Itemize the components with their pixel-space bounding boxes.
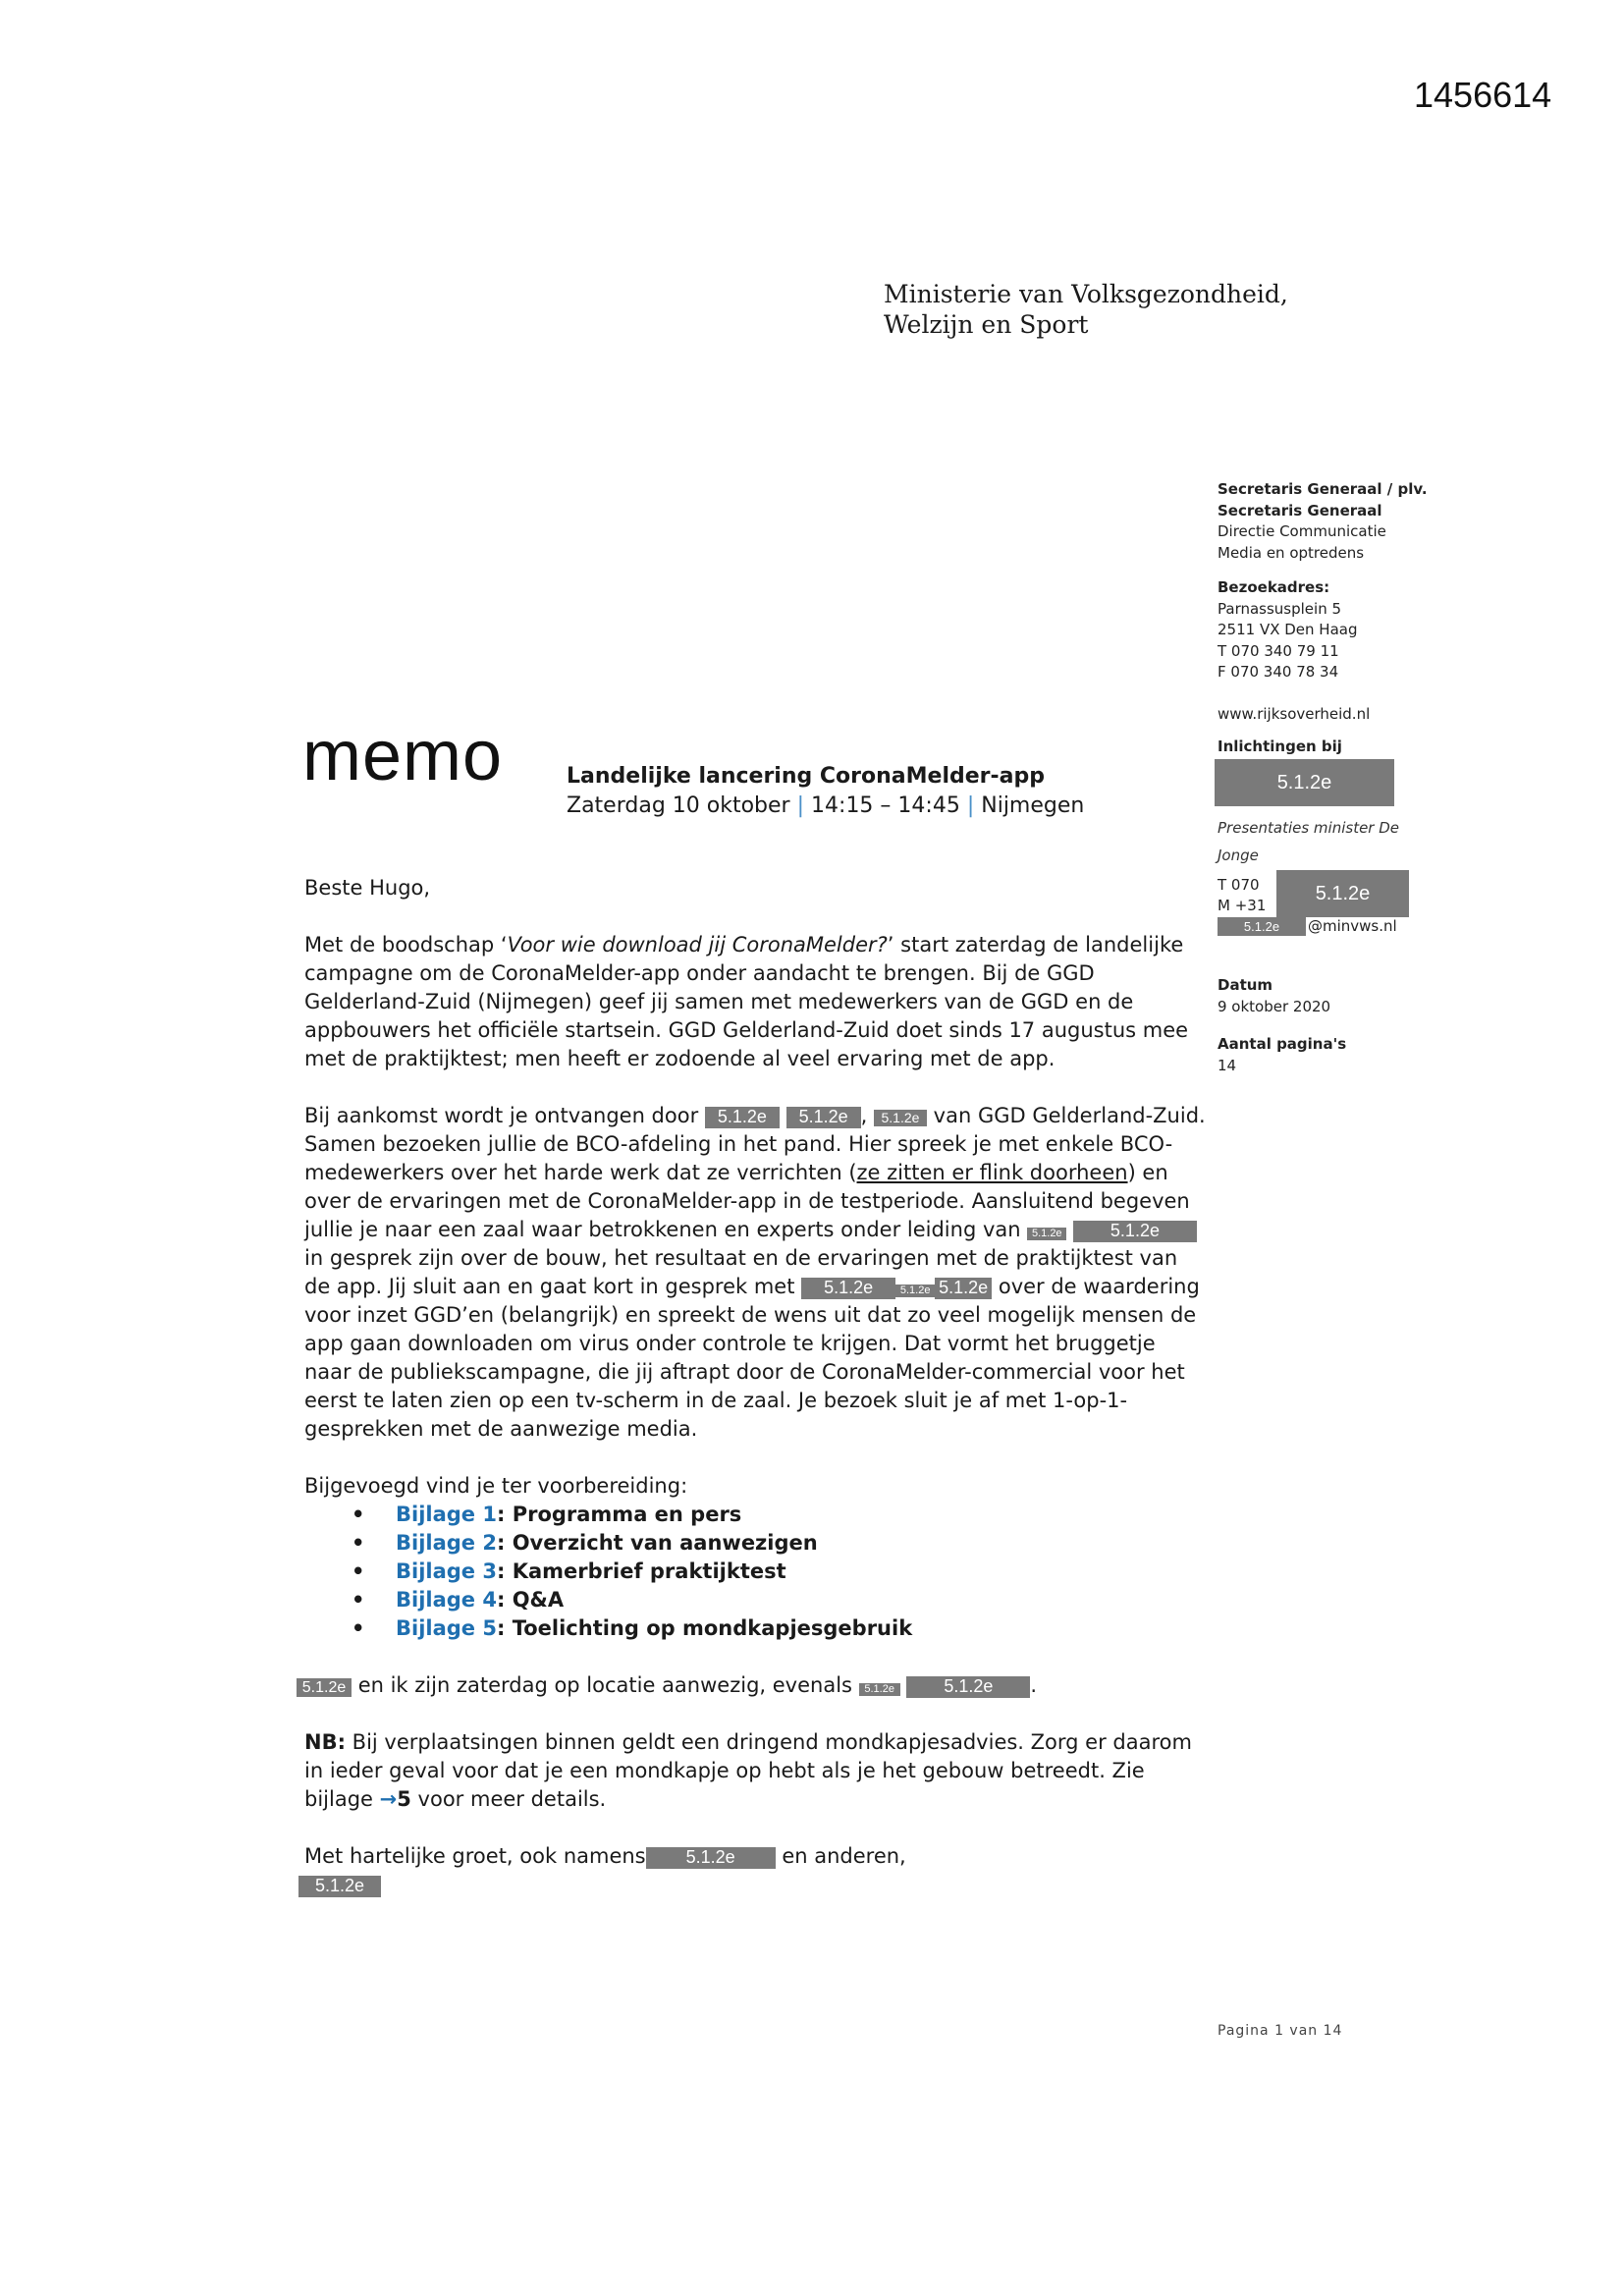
pages-label: Aantal pagina's [1218, 1035, 1347, 1053]
redaction: 5.1.2e [906, 1676, 1030, 1698]
pages-value: 14 [1218, 1057, 1237, 1074]
redaction: 5.1.2e [1027, 1228, 1066, 1240]
contact-phone-prefix: T 070 [1218, 876, 1260, 894]
salutation: Beste Hugo, [304, 876, 431, 900]
sidebar-department [1218, 479, 1428, 564]
sidebar-address [1218, 577, 1358, 683]
contact-mobile-prefix: M +31 [1218, 897, 1267, 914]
redaction-email-name: 5.1.2e [1218, 917, 1306, 936]
document-number: 1456614 [1414, 75, 1552, 115]
paragraph-1: Met de boodschap ‘Voor wie download jij CoronaMelder?’ start zaterdag de landelijke campagne om de CoronaMelder-app onder aandacht te brengen. Bij de GGD Gelderland-Zuid (Nijmegen) geef jij samen met medewerkers van de GGD en de appbouwers het officiële startsein. GGD Gelderland-Zuid doet sinds 17 augustus mee met de praktijktest; men heeft er zodoende al veel ervaring met de app. [304, 933, 1189, 1070]
redaction: 5.1.2e [646, 1847, 776, 1869]
website-link[interactable]: www.rijksoverheid.nl [1218, 705, 1371, 723]
contact-numbers [1218, 875, 1266, 916]
info-role [1218, 814, 1399, 869]
redaction: 5.1.2e [1073, 1221, 1197, 1242]
paragraph-2: Bij aankomst wordt je ontvangen door 5.1.2e 5.1.2e , 5.1.2e van GGD Gelderland-Zuid. Samen bezoeken jullie de BCO-afdeling in het pand. Hier spreek je met enkele BCO-medewerkers over het harde werk dat ze verrichten (ze zitten er flink doorheen) en over de ervaringen met de CoronaMelder-app in de testperiode. Aansluitend begeven jullie je naar een zaal waar betrokkenen en experts onder leiding van 5.1.2e 5.1.2e in gesprek zijn over de bouw, het resultaat en de ervaringen met de praktijktest van de app. Jij sluit aan en gaat kort in gesprek met 5.1.2e 5.1.2e 5.1.2e over de waardering voor inzet GGD’en (belangrijk) en spreekt de wens uit dat zo veel mogelijk mensen de app gaan downloaden om virus onder controle te krijgen. Dat vormt het bruggetje naar de publiekscampagne, die jij aftrapt door de CoronaMelder-commercial voor het eerst te laten zien op een tv-scherm in de zaal. Je bezoek sluit je af met 1-op-1-gesprekken met de aanwezige media. [304, 1104, 1206, 1441]
redaction-info-contact: 5.1.2e [1215, 759, 1394, 806]
separator: | [796, 793, 805, 818]
attachments-list [304, 1501, 1208, 1643]
memo-place: Nijmegen [981, 793, 1085, 818]
date-value: 9 oktober 2020 [1218, 998, 1331, 1015]
memo-title: Landelijke lancering CoronaMelder-app [567, 764, 1045, 789]
memo-body [301, 874, 1208, 1899]
dept-line-4: Media en optredens [1218, 543, 1365, 562]
info-role-line-1: Presentaties minister De [1218, 819, 1400, 837]
attachment-item[interactable]: • Bijlage 1: Programma en pers [396, 1501, 1208, 1529]
ministry-line-2: Welzijn en Sport [884, 310, 1089, 339]
memo-subtitle [567, 792, 1084, 821]
attachment-item[interactable]: • Bijlage 4: Q&A [396, 1586, 1208, 1614]
address-label: Bezoekadres: [1218, 578, 1330, 596]
redaction: 5.1.2e [786, 1107, 861, 1128]
page-footer: Pagina 1 van 14 [1218, 2023, 1343, 2039]
attachment-item[interactable]: • Bijlage 5: Toelichting op mondkapjesgebruik [396, 1614, 1208, 1643]
phone-number: T 070 340 79 11 [1218, 641, 1339, 660]
info-role-line-2: Jonge [1218, 847, 1259, 864]
email-domain: @minvws.nl [1308, 917, 1397, 935]
ministry-line-1: Ministerie van Volksgezondheid, [884, 280, 1288, 308]
redaction: 5.1.2e [859, 1683, 900, 1696]
redaction: 5.1.2e [297, 1678, 352, 1697]
address-line-2: 2511 VX Den Haag [1218, 621, 1358, 638]
dept-line-2: Secretaris Generaal [1218, 501, 1382, 519]
info-label: Inlichtingen bij [1218, 738, 1342, 755]
signature [298, 1871, 1208, 1899]
memo-time: 14:15 – 14:45 [811, 793, 960, 818]
closing-line: Met hartelijke groet, ook namens 5.1.2e en anderen, [304, 1844, 906, 1868]
ministry-logo-text [884, 279, 1288, 340]
redaction: 5.1.2e [874, 1110, 927, 1126]
redaction: 5.1.2e [895, 1285, 935, 1297]
address-line-1: Parnassusplein 5 [1218, 599, 1342, 618]
redaction: 5.1.2e [935, 1278, 992, 1299]
redaction: 5.1.2e [705, 1107, 780, 1128]
date-label: Datum [1218, 976, 1273, 994]
attachments-intro: Bijgevoegd vind je ter voorbereiding: [304, 1474, 688, 1498]
memo-heading: memo [302, 717, 504, 795]
dept-line-3: Directie Communicatie [1218, 522, 1386, 540]
redaction-signature: 5.1.2e [298, 1876, 381, 1897]
arrow-right-icon: → [379, 1787, 398, 1811]
separator: | [966, 793, 975, 818]
underlined-remark: ze zitten er flink doorheen [856, 1161, 1128, 1184]
memo-date: Zaterdag 10 oktober [567, 793, 790, 818]
presence-line: 5.1.2e en ik zijn zaterdag op locatie aanwezig, evenals 5.1.2e 5.1.2e . [297, 1671, 1208, 1700]
nb-label: NB: [304, 1730, 346, 1754]
attachment-item[interactable]: • Bijlage 3: Kamerbrief praktijktest [396, 1558, 1208, 1586]
attachment-item[interactable]: • Bijlage 2: Overzicht van aanwezigen [396, 1529, 1208, 1558]
nb-note: NB: Bij verplaatsingen binnen geldt een dringend mondkapjesadvies. Zorg er daarom in ieder geval voor dat je een mondkapje op hebt als je het gebouw betreedt. Zie bijlage →5 voor meer details. [304, 1730, 1192, 1811]
redaction-contact-number: 5.1.2e [1276, 870, 1409, 917]
campaign-slogan: Voor wie download jij CoronaMelder? [507, 933, 888, 957]
dept-line-1: Secretaris Generaal / plv. [1218, 480, 1428, 498]
fax-number: F 070 340 78 34 [1218, 663, 1339, 681]
redaction: 5.1.2e [801, 1278, 895, 1299]
